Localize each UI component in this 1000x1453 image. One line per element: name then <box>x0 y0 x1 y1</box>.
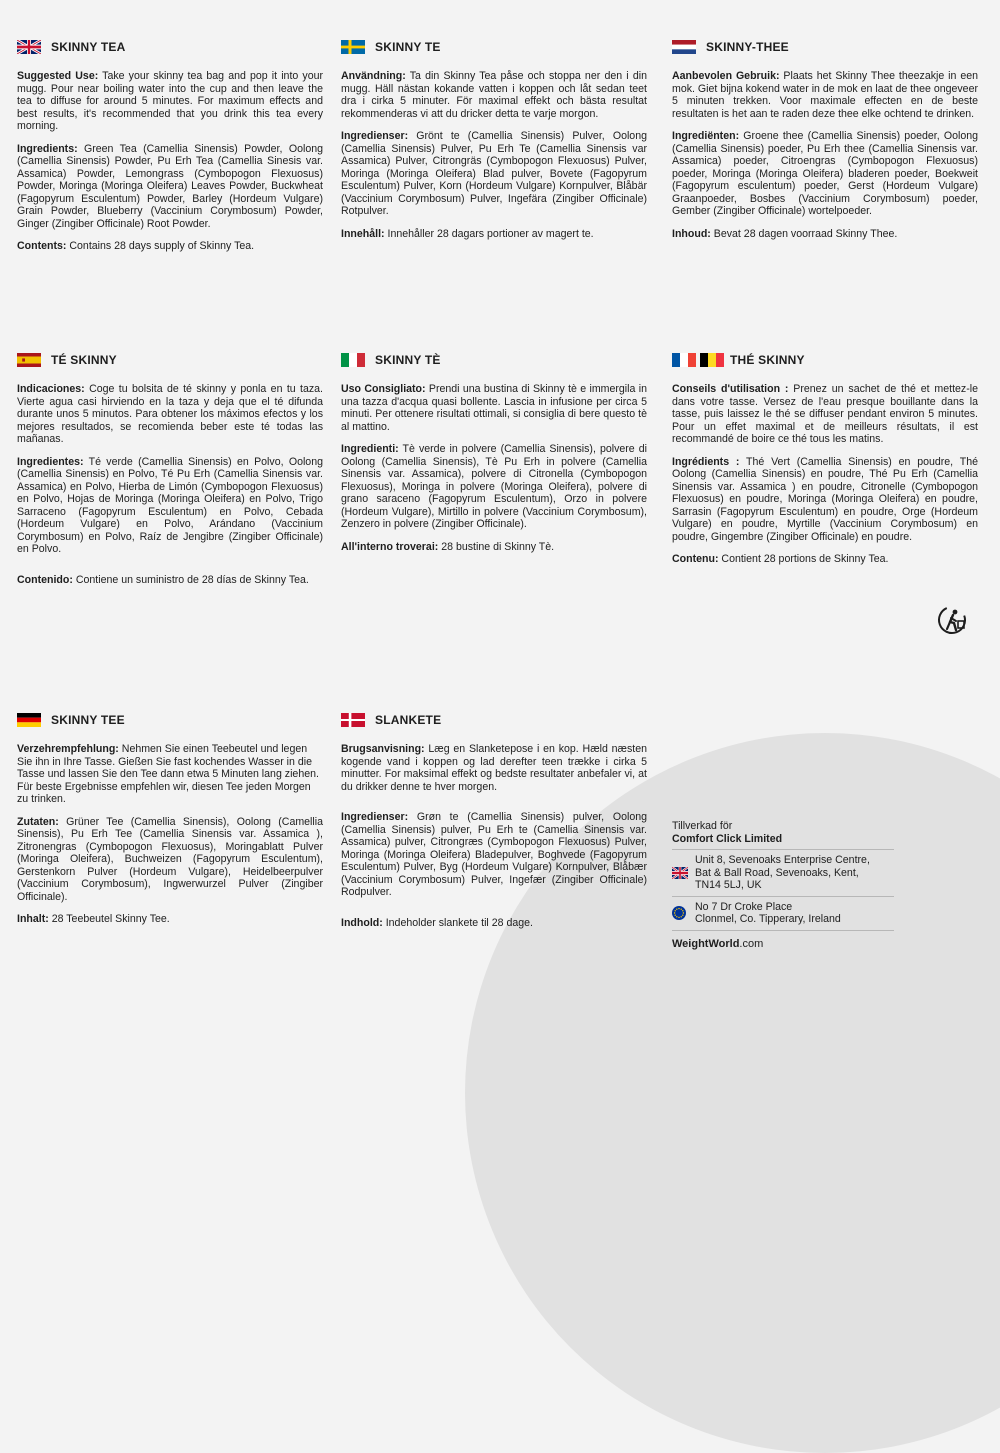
contents-label: Contenu: <box>672 553 719 565</box>
contents <box>341 541 647 554</box>
ingredients-label: Ingredientes: <box>17 455 84 468</box>
eu-flag-icon <box>672 906 686 920</box>
section-swedish <box>341 38 647 250</box>
contents <box>341 917 647 930</box>
eu-address-line: Clonmel, Co. Tipperary, Ireland <box>695 913 841 925</box>
suggested-use-label: Brugsanvisning: <box>341 743 425 755</box>
section-title: TÉ SKINNY <box>51 352 117 367</box>
manufacturer-block <box>672 820 894 950</box>
ingredients-text: Grüner Tee (Camellia Sinensis), Oolong (Camellia Sinensis), Pu Erh Tee (Camellia Sinensis var. Assamica ), Zitronengras (Cymbopogon Flexuosus), Moringablatt Pulver (Moringa Oleifera), Buchweizen (Fagopyrum Esculentum), Gerstenkorn Pulver (Hordeum Vulgare), Heidelbeerpulver (Vaccinium Corymbosum), Ingwerwurzel Pulver (Zingiber Officinale). <box>17 815 323 903</box>
brand-domain: .com <box>739 937 764 950</box>
contents <box>17 913 323 926</box>
denmark-flag-icon <box>341 713 365 727</box>
contents-text: Contains 28 days supply of Skinny Tea. <box>66 240 255 252</box>
suggested-use-text: Prendi una bustina di Skinny tè e immergila in una tazza d'acqua quasi bollente. Lascia in infusione per circa 5 minuti. Per ottenere risultati ottimali, si consiglia di bere questo tè al mattino. <box>341 383 647 433</box>
contents-text: Bevat 28 dagen voorraad Skinny Thee. <box>710 227 898 240</box>
ingredients-label: Ingredienser: <box>341 130 409 142</box>
ingredients-label: Zutaten: <box>17 815 59 828</box>
section-header <box>341 38 647 56</box>
contents <box>341 228 647 241</box>
contents <box>17 574 323 587</box>
sweden-flag-icon <box>341 40 365 54</box>
contents <box>672 228 978 241</box>
section-spanish <box>17 351 323 596</box>
section-header <box>341 351 647 369</box>
suggested-use-text: Læg en Slanketepose i en kop. Hæld næsten kogende vand i koppen og lad derefter teen trække i cirka 5 minutter. For maksimal effekt og bedste resultater anbefaler vi, at du drikker denne te hver morgen. <box>341 743 647 793</box>
contents-text: 28 bustine di Skinny Tè. <box>438 540 555 553</box>
ingredients-text: Grøn te (Camellia Sinensis) pulver, Oolong (Camellia Sinensis) pulver, Pu Erh te (Camellia Sinensis var. Assamica) pulver, Citrongræs (Cymbopogon Flexuosus) Pulver, Moringa (Moringa Oleifera) Bladepulver, Boghvede (Fagopyrum Esculentum) Pulver, Byg (Hordeum Vulgare) Kornpulver, Blåbær (Vaccinium Corymbosum) Pulver, Ingefær (Zingiber Officinale) Rodpulver. <box>341 811 647 898</box>
suggested-use <box>17 70 323 133</box>
section-header <box>17 351 323 369</box>
section-french <box>672 351 978 576</box>
suggested-use <box>341 743 647 793</box>
disposal-recycle-icon <box>936 604 968 636</box>
section-german <box>17 711 323 936</box>
ingredients <box>341 443 647 531</box>
contents-text: 28 Teebeutel Skinny Tee. <box>48 913 170 925</box>
section-header <box>341 711 647 729</box>
italy-flag-icon <box>341 353 365 367</box>
suggested-use <box>672 383 978 446</box>
contents <box>672 553 978 566</box>
contents-label: All'interno troverai: <box>341 540 439 553</box>
ingredients-text: Green Tea (Camellia Sinensis) Powder, Oolong (Camellia Sinensis) Powder, Pu Erh Tea (Camellia Sinesis var. Assamica) Powder, Lemongrass (Cymbopogon Flexuosus) Powder, Moringa (Moringa Oleifera) Leaves Powder, Buckwheat (Fagopyrum Esculentum) Powder, Barley (Hordeum Vulgare) Grain Powder, Blueberry (Vaccinium Corymbosum) Powder, Ginger (Zingiber Officinale) Root Powder. <box>17 142 323 230</box>
uk-address-line: Bat & Ball Road, Sevenoaks, Kent, <box>695 866 859 879</box>
france-flag-icon <box>672 353 696 367</box>
contents-text: Innehåller 28 dagars portioner av magert te. <box>384 227 594 240</box>
company-name: Comfort Click Limited <box>672 832 783 845</box>
ingredients-label: Ingredienser: <box>341 811 409 823</box>
eu-address-line: No 7 Dr Croke Place <box>695 900 793 913</box>
suggested-use-text: Nehmen Sie einen Teebeutel und legen Sie ihn in Ihre Tasse. Gießen Sie fast kochendes Wasser in die Tasse und lassen Sie den Tee dann etwa 5 Minuten lang ziehen. Für beste Ergebnisse empfehlen wir, diesen Tee jeden Morgen zu trinken. <box>17 743 319 805</box>
section-english <box>17 38 323 263</box>
section-header <box>672 38 978 56</box>
contents-text: Contient 28 portions de Skinny Tea. <box>718 553 889 565</box>
eu-address <box>672 896 894 930</box>
section-title: SKINNY TÈ <box>375 352 441 367</box>
ingredients-label: Ingredients: <box>17 142 78 155</box>
suggested-use-label: Uso Consigliato: <box>341 383 426 395</box>
section-danish <box>341 711 647 939</box>
ingredients-text: Té verde (Camellia Sinensis) en Polvo, Oolong (Camellia Sinensis) en Polvo, Té Pu Erh (Camellia Sinensis var. Assamica) en Polvo, Hierba de Limón (Cymbopogon Flexuosus) en Polvo, Hojas de Moringa (Moringa Oleifera) en Polvo, Trigo Sarraceno (Fagopyrum Esculentum) en Polvo, Cebada (Hordeum Vulgare) en Polvo, Arándano (Vaccinium Corymbosum) en Polvo, Raíz de Jengibre (Zingiber Officinale) en Polvo. <box>17 455 323 555</box>
section-title: SLANKETE <box>375 712 442 727</box>
ingredients-text: Groene thee (Camellia Sinensis) poeder, Oolong (Camellia Sinensis) poeder, Pu Erh thee (Camellia Sinensis var. Assamica) poeder, Citroengras (Cymbopogon Flexuosus) poeder, Moringa (Moringa Oleifera) bladeren poeder, Boekweit (Fagopyrum esculentum) poeder, Gerst (Hordeum Vulgare) Graanpoeder, Bosbes (Vaccinium Corymbosum) poeder, Gember (Zingiber Officinale) wortelpoeder. <box>672 130 978 217</box>
ingredients <box>17 456 323 556</box>
uk-address-line: Unit 8, Sevenoaks Enterprise Centre, <box>695 854 870 866</box>
suggested-use-label: Verzehrempfehlung: <box>17 743 119 755</box>
uk-address-line: TN14 5LJ, UK <box>695 879 762 891</box>
contents-label: Inhalt: <box>17 913 49 925</box>
contents-text: Contiene un suministro de 28 días de Skinny Tea. <box>72 573 309 586</box>
ingredients-label: Ingredienti: <box>341 443 399 455</box>
ingredients-label: Ingrédients : <box>672 455 740 468</box>
uk-flag-icon <box>17 40 41 54</box>
suggested-use-label: Aanbevolen Gebruik: <box>672 70 780 82</box>
ingredients-text: Thé Vert (Camellia Sinensis) en poudre, Thé Oolong (Camellia Sinensis) en poudre, Thé Pu Erh (Camellia Sinensis var. Assamica ) en poudre, Citronelle (Cymbopogon Flexuosus) en poudre, Moringa (Moringa Oleifera) en poudre, Sarrasin (Fagopyrum Esculentum) en poudre, Orge (Hordeum Vulgare) en poudre, Myrtille (Vaccinium Corymbosum) en poudre, Gingembre (Zingiber Officinale) en poudre. <box>672 455 978 543</box>
section-header <box>17 711 323 729</box>
suggested-use-text: Prenez un sachet de thé et mettez-le dans votre tasse. Versez de l'eau presque bouillante dans la tasse, puis laissez le thé se diffuser pendant environ 5 minutes. Pour un effet maximal et de meilleurs résultats, il est recommandé de boire ce thé tous les matins. <box>672 383 978 445</box>
ingredients <box>341 130 647 218</box>
ingredients <box>17 143 323 231</box>
contents-label: Indhold: <box>341 916 383 929</box>
section-title: SKINNY-THEE <box>706 39 789 54</box>
section-title: SKINNY TEA <box>51 39 126 54</box>
ingredients <box>672 456 978 544</box>
contents-label: Contents: <box>17 240 67 252</box>
uk-address <box>672 849 894 896</box>
contents-label: Contenido: <box>17 573 73 586</box>
suggested-use-text: Take your skinny tea bag and pop it into your mugg. Pour near boiling water into the cup and then leave the tea to diffuse for around 5 minutes. For maximum effects and best results, it's recommended that you drink this tea every morning. <box>17 70 324 132</box>
suggested-use <box>341 70 647 120</box>
contents <box>17 240 323 253</box>
section-header <box>17 38 323 56</box>
spain-flag-icon <box>17 353 41 367</box>
ingredients-label: Ingrediënten: <box>672 130 740 142</box>
suggested-use-label: Användning: <box>341 70 406 82</box>
contents-label: Inhoud: <box>672 227 711 240</box>
section-header <box>672 351 978 369</box>
ingredients <box>17 816 323 904</box>
suggested-use-text: Ta din Skinny Tea påse och stoppa ner den i din mugg. Häll nästan kokande vatten i koppen och låt sedan teet dra i cirka 5 minuter. För maximal effekt och bästa resultat rekommenderas vi att du dricker detta te varje morgon. <box>341 70 647 120</box>
suggested-use <box>17 743 323 806</box>
suggested-use-label: Suggested Use: <box>17 70 99 82</box>
contents-text: Indeholder slankete til 28 dage. <box>382 916 533 929</box>
suggested-use-label: Indicaciones: <box>17 383 85 395</box>
ingredients <box>341 811 647 899</box>
suggested-use-label: Conseils d'utilisation : <box>672 383 789 395</box>
suggested-use-text: Plaats het Skinny Thee theezakje in een mok. Giet bijna kokend water in de mok en laat de thee ongeveer 5 minuten trekken. Voor maximale effecten en de beste resultaten is het aan te raden deze thee elke ochtend te drinken. <box>672 70 978 120</box>
section-dutch <box>672 38 978 250</box>
section-title: SKINNY TEE <box>51 712 125 727</box>
manufactured-for-label: Tillverkad för <box>672 820 733 832</box>
suggested-use-text: Coge tu bolsita de té skinny y ponla en tu taza. Vierte agua casi hirviendo en la taza y deja que el té difunda durante unos 5 minutos. Para obtener los máximos efectos y los mejores resultados, se recomienda beber este té todas las mañanas. <box>17 383 323 445</box>
ingredients <box>672 130 978 218</box>
brand-website <box>672 930 894 951</box>
suggested-use <box>672 70 978 120</box>
suggested-use <box>17 383 323 446</box>
ingredients-text: Grönt te (Camellia Sinensis) Pulver, Oolong (Camellia Sinensis) Pulver, Pu Erh Te (Camellia Sinensis var Assamica) Pulver, Citrongräs (Cymbopogon Flexuosus) Pulver, Moringa (Moringa Oleifera) Blad pulver, Bovete (Fagopyrum Esculentum) Pulver, Korn (Hordeum Vulgare) Kornpulver, Blåbär (Vaccinium Corymbosum) Pulver, Ingefära (Zingiber Officinale) Rotpulver. <box>341 130 647 217</box>
germany-flag-icon <box>17 713 41 727</box>
ingredients-text: Tè verde in polvere (Camellia Sinensis), polvere di Oolong (Camellia Sinensis), Tè Pu Erh in polvere (Camellia Sinensis var. Assamica), polvere di Citronella (Cymbopogon Flexuosus), Moringa in polvere (Moringa Oleifera), polvere di grano saraceno (Fagopyrum Esculentum), Orzo in polvere (Hordeum Vulgare), Mirtillo in polvere (Vaccinium Corymbosum), Zenzero in polvere (Zingiber Officinale). <box>341 443 647 530</box>
brand-name: WeightWorld <box>672 937 740 950</box>
section-title: SKINNY TE <box>375 39 441 54</box>
suggested-use <box>341 383 647 433</box>
section-title: THÉ SKINNY <box>730 352 805 367</box>
section-italian <box>341 351 647 563</box>
contents-label: Innehåll: <box>341 227 385 240</box>
uk-flag-icon <box>672 867 688 879</box>
netherlands-flag-icon <box>672 40 696 54</box>
belgium-flag-icon <box>700 353 724 367</box>
